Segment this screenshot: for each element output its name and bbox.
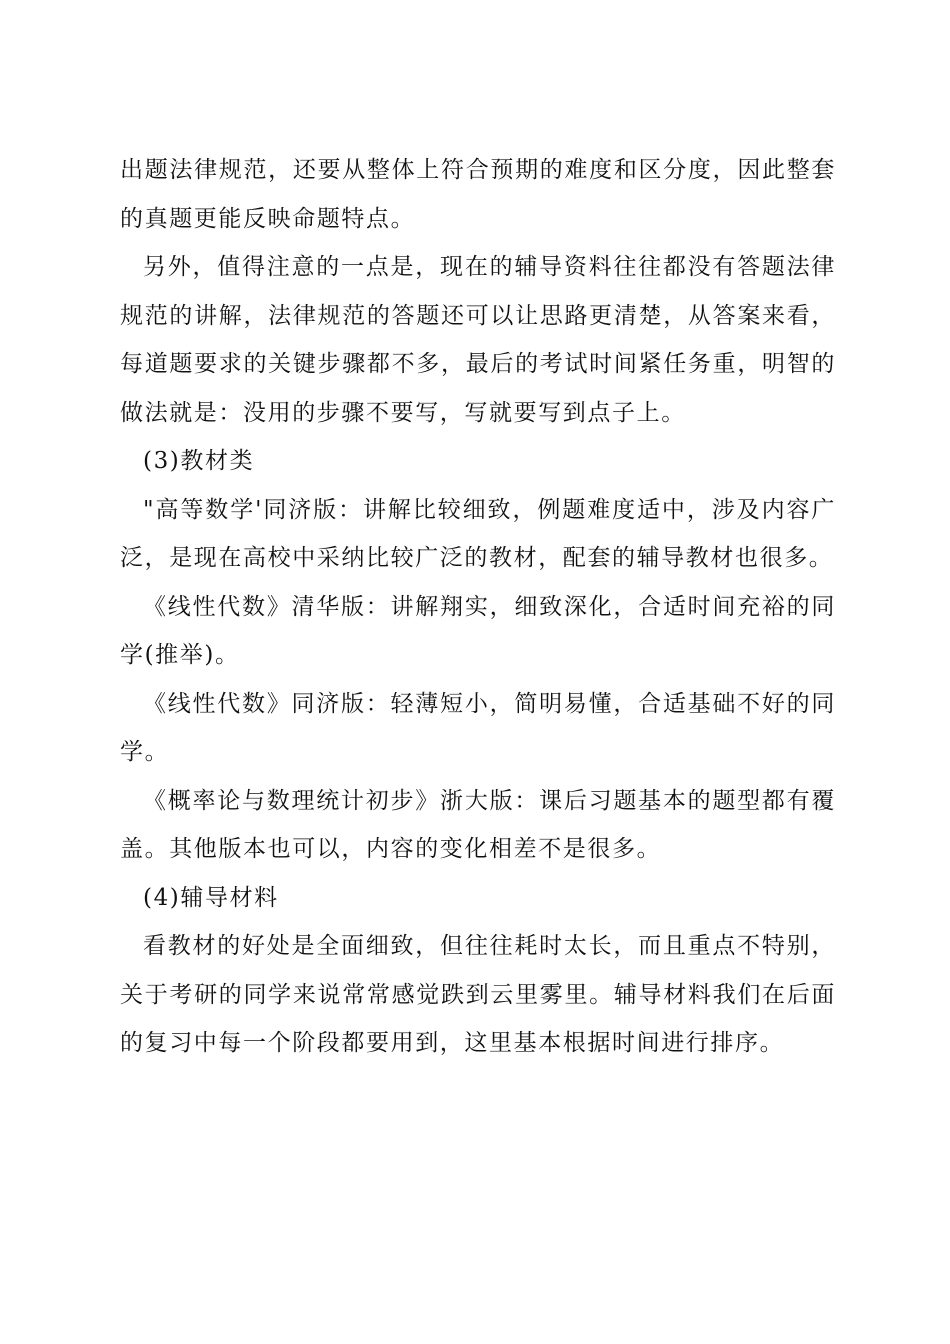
paragraph-linear-algebra-tongji: 《线性代数》同济版：轻薄短小，简明易懂，合适基础不好的同学。 [120,690,836,765]
paragraph-tutoring-materials: 看教材的好处是全面细致，但往往耗时太长，而且重点不特别，关于考研的同学来说常常感觉跌到云里雾里。辅导材料我们在后面的复习中每一个阶段都要用到，这里基本根据时间进行排序。 [120,933,836,1056]
paragraph-continuation: 出题法律规范，还要从整体上符合预期的难度和区分度，因此整套的真题更能反映命题特点。 [120,157,836,232]
section-heading-textbooks: (3)教材类 [143,448,255,474]
paragraph-advanced-math: "高等数学'同济版：讲解比较细致，例题难度适中，涉及内容广泛，是现在高校中采纳比较广泛的教材，配套的辅导教材也很多。 [120,496,836,571]
paragraph-probability-zju: 《概率论与数理统计初步》浙大版：课后习题基本的题型都有覆盖。其他版本也可以，内容的变化相差不是很多。 [120,787,836,862]
section-heading-tutoring-materials: (4)辅导材料 [143,884,279,911]
paragraph-linear-algebra-tsinghua: 《线性代数》清华版：讲解翔实，细致深化，合适时间充裕的同学(推举)。 [120,593,836,668]
document-body [120,146,836,1068]
paragraph-answer-norms: 另外，值得注意的一点是，现在的辅导资料往往都没有答题法律规范的讲解，法律规范的答题还可以让思路更清楚，从答案来看，每道题要求的关键步骤都不多，最后的考试时间紧任务重，明智的做法就是：没用的步骤不要写，写就要写到点子上。 [120,254,836,426]
